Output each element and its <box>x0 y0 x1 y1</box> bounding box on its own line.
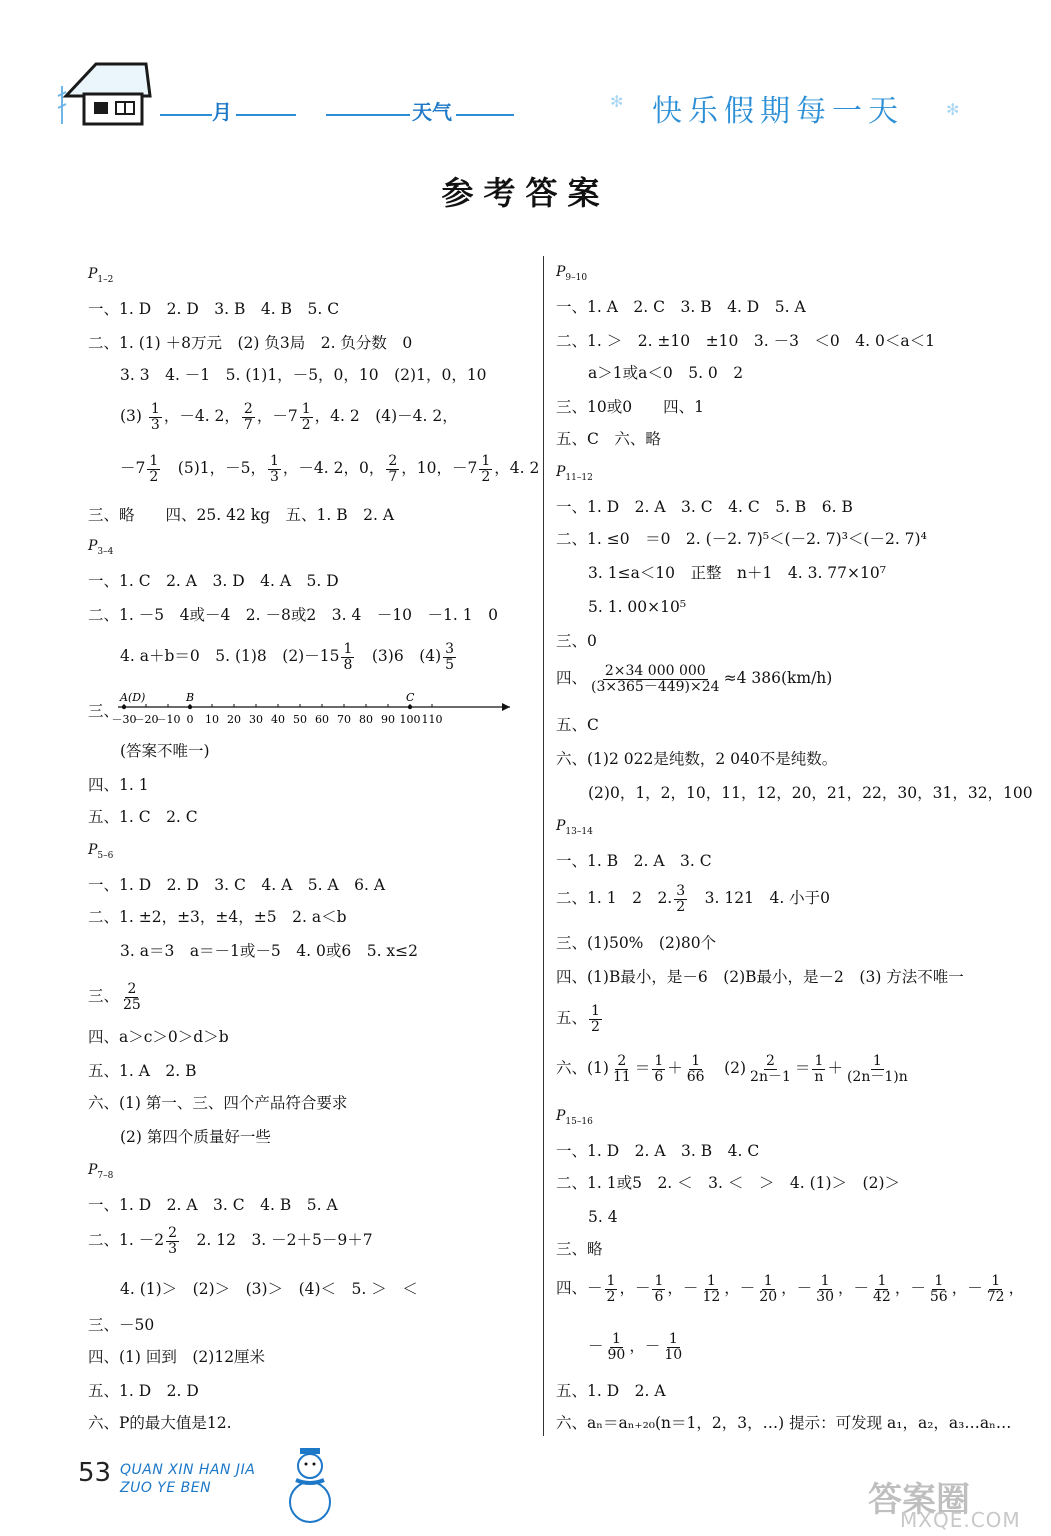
brand-line: ZUO YE BEN <box>120 1480 212 1496</box>
answer-line: 一、1. D 2. D 3. C 4. A 5. A 6. A <box>88 876 386 894</box>
answer-line: 一、1. D 2. D 3. B 4. B 5. C <box>88 300 340 318</box>
fraction: $\frac{2}{3}$ <box>168 1225 177 1257</box>
fraction: $\frac{1}{n}$ <box>814 1053 824 1085</box>
number-line <box>111 691 518 729</box>
comma: ， <box>951 1279 968 1298</box>
answer-line: 一、1. C 2. A 3. D 4. A 5. D <box>88 572 339 590</box>
page-header <box>0 0 1051 150</box>
page-title: 参考答案 <box>441 174 610 212</box>
minus-sign: － <box>634 1279 651 1298</box>
answer-line: 二、1. 1或5 2. ＜ 3. ＜ ＞ 4. (1)＞ (2)＞ <box>556 1174 900 1192</box>
answer-line: 二、1. (1) ＋8万元 (2) 负3局 2. 负分数 0 <box>88 334 413 352</box>
month-blank-right <box>236 114 296 116</box>
tick-label: 80 <box>359 713 373 726</box>
tick-label: 60 <box>315 713 329 726</box>
answer-line: 四、(1) 回到 (2)12厘米 <box>88 1348 266 1366</box>
fraction: $\frac{1}{3}$ <box>269 453 279 485</box>
answer-line: 六、P的最大值是12. <box>88 1414 232 1432</box>
arrow-icon <box>502 703 510 711</box>
fraction: $\frac{2}{2n-1}$ <box>750 1053 791 1085</box>
answer-line: 六、(1) $\frac{2}{11}$ ＝ $\frac{1}{6}$ ＋ $\frac{1}{66}$ (2) $\frac{2}{2n-1}$ ＝ $\frac{1}{n}$ ＋ $\frac{1}{(2n-1)n}$ <box>556 1053 908 1085</box>
month-blank <box>160 114 212 116</box>
fraction: $\frac{1}{20}$ <box>759 1273 778 1305</box>
answer-line: (2) 第四个质量好一些 <box>120 1128 271 1146</box>
answer-line: 四、－ $\frac{1}{2}$ ，－ $\frac{1}{6}$ ，－ $\frac{1}{12}$ ，－ $\frac{1}{20}$ ，－ $\frac{1}{30}$ ，－ $\frac{1}{42}$ ，－ $\frac{1}{56}$ ，－ $\frac{1}{72}$ ， <box>556 1273 1025 1305</box>
answer-line: 四、a＞c＞0＞d＞b <box>88 1028 229 1046</box>
fraction: $\frac{2\times 34 000 000}{(3\times 365-449)\times 24}$ <box>591 663 720 695</box>
tick-label: －20 <box>133 713 159 726</box>
comma: ， <box>837 1279 854 1298</box>
answer-line: 五、C 六、略 <box>556 430 661 448</box>
answer-line: 六、(1)2 022是纯数，2 040不是纯数。 <box>556 750 838 768</box>
fraction: $\frac{1}{30}$ <box>816 1273 834 1305</box>
point-label: A(D) <box>120 691 146 704</box>
answer-line: 三、 <box>88 702 120 720</box>
fraction: $\frac{2}{7}$ <box>388 453 398 485</box>
fraction: $\frac{2}{7}$ <box>243 401 253 433</box>
minus-sign: － <box>739 1279 756 1298</box>
answer-line: 3. a＝3 a＝－1或－5 4. 0或6 5. x≤2 <box>120 942 419 960</box>
answer-line: 六、aₙ＝aₙ₊₂₀(n＝1，2，3，…) 提示：可发现 a₁，a₂，a₃…aₙ… <box>556 1414 1012 1432</box>
answer-line: 二、1. －5 4或－4 2. －8或2 3. 4 －10 －1. 1 0 <box>88 606 498 624</box>
answer-line: 四、1. 1 <box>88 776 149 794</box>
number-line-point <box>122 705 126 709</box>
point-label: C <box>406 691 415 704</box>
fraction: $\frac{1}{12}$ <box>702 1273 721 1305</box>
slogan: 快乐假期每一天 <box>652 94 904 129</box>
fraction: $\frac{1}{2}$ <box>149 453 159 485</box>
answer-line: 5. 1. 00×10⁵ <box>588 598 687 616</box>
answer-line: 五、1. A 2. B <box>88 1062 197 1080</box>
answer-line: 五、1. D 2. A <box>556 1382 666 1400</box>
minus-sign: － <box>644 1337 661 1356</box>
answer-line: (2)0，1，2，10，11，12，20，21，22，30，31，32，100 <box>588 784 1033 802</box>
minus-sign: － <box>853 1279 870 1298</box>
answer-line: 二、1. ≤0 ＝0 2. (－2. 7)⁵＜(－2. 7)³＜(－2. 7)⁴ <box>556 530 927 548</box>
fraction: $\frac{2}{11}$ <box>612 1053 631 1085</box>
tick-label: －10 <box>155 713 181 726</box>
tick-label: 100 <box>399 713 421 726</box>
fraction: $\frac{1}{2}$ <box>606 1273 616 1305</box>
fraction: $\frac{3}{5}$ <box>445 641 455 673</box>
tick-label: 40 <box>271 713 285 726</box>
answer-line: (3) $\frac{1}{3}$ ，－4. 2， $\frac{2}{7}$ ，－7 $\frac{1}{2}$ ，4. 2 (4)－4. 2， <box>120 401 458 433</box>
brand-line: QUAN XIN HAN JIA <box>120 1462 256 1478</box>
answer-line: 二、1. 1 2 2. $\frac{3}{2}$ 3. 121 4. 小于0 <box>556 883 831 915</box>
minus-sign: － <box>967 1279 983 1298</box>
page-ref: $P_{11-12}$ <box>556 464 593 483</box>
page-ref: $P_{9-10}$ <box>556 264 588 283</box>
minus-sign: － <box>587 1279 603 1298</box>
answer-line: 六、(1) 第一、三、四个产品符合要求 <box>88 1094 348 1112</box>
answer-line: 二、1. ＞ 2. ±10 ±10 3. －3 ＜0 4. 0＜a＜1 <box>556 332 935 350</box>
tick-label: 90 <box>381 713 395 726</box>
month-label: 月 <box>212 100 232 124</box>
fraction: $\frac{1}{6}$ <box>654 1053 664 1085</box>
answer-line: 三、略 四、25. 42 kg 五、1. B 2. A <box>88 506 395 524</box>
tick-label: －30 <box>111 713 137 726</box>
fraction: $\frac{1}{42}$ <box>873 1273 891 1305</box>
fraction: $\frac{1}{56}$ <box>929 1273 948 1305</box>
snowman-icon <box>282 1440 338 1530</box>
fraction: $\frac{1}{3}$ <box>150 401 160 433</box>
fraction: $\frac{1}{2}$ <box>481 453 491 485</box>
weather-label: 天气 <box>412 100 452 124</box>
tick-label: 10 <box>205 713 219 726</box>
answer-line: 一、1. D 2. A 3. C 4. B 5. A <box>88 1196 338 1214</box>
answer-line: 二、1. －2 $\frac{2}{3}$ 2. 12 3. －2＋5－9＋7 <box>88 1225 373 1257</box>
minus-sign: － <box>796 1279 813 1298</box>
weather-blank-right <box>456 114 514 116</box>
fraction: $\frac{1}{2}$ <box>301 401 311 433</box>
answer-line: 4. (1)＞ (2)＞ (3)＞ (4)＜ 5. ＞ ＜ <box>120 1280 418 1298</box>
fraction: $\frac{1}{8}$ <box>343 641 353 673</box>
answer-line: 一、1. D 2. A 3. C 4. C 5. B 6. B <box>556 498 853 516</box>
fraction: $\frac{1}{72}$ <box>986 1273 1005 1305</box>
answer-line: 五、 $\frac{1}{2}$ <box>556 1003 600 1035</box>
answer-line: 一、1. D 2. A 3. B 4. C <box>556 1142 760 1160</box>
page-ref: $P_{7-8}$ <box>88 1162 114 1181</box>
answer-line: 三、10或0 四、1 <box>556 398 704 416</box>
answer-line: 五、1. C 2. C <box>88 808 198 826</box>
comma: ， <box>781 1279 797 1298</box>
answer-line: 一、1. A 2. C 3. B 4. D 5. A <box>556 298 806 316</box>
column-divider <box>543 256 544 1436</box>
answer-line: 3. 3 4. －1 5. (1)1，－5，0，10 (2)1，0，10 <box>120 366 487 384</box>
page-ref: $P_{5-6}$ <box>88 842 114 861</box>
answer-line: 五、C <box>556 716 599 734</box>
point-label: B <box>186 691 195 704</box>
comma: ， <box>667 1279 683 1298</box>
answer-line: 3. 1≤a＜10 正整 n＋1 4. 3. 77×10⁷ <box>588 564 886 582</box>
answer-line: 三、略 <box>556 1240 603 1258</box>
snowflake-icon: ✻ <box>946 100 960 119</box>
page-number: 53 <box>78 1458 112 1488</box>
tick-label: 50 <box>293 713 307 726</box>
tick-label: 30 <box>249 713 263 726</box>
comma: ， <box>894 1279 911 1298</box>
answer-line: 四、(1)B最小，是－6 (2)B最小，是－2 (3) 方法不唯一 <box>556 968 964 986</box>
answer-line: 4. a＋b＝0 5. (1)8 (2)－15 $\frac{1}{8}$ (3)6 (4) $\frac{3}{5}$ <box>120 641 455 673</box>
fraction: $\frac{2}{25}$ <box>123 981 141 1013</box>
page-ref: $P_{3-4}$ <box>88 538 114 557</box>
minus-sign: － <box>910 1279 926 1298</box>
answer-line <box>588 1332 686 1362</box>
page-ref: $P_{1-2}$ <box>88 266 114 285</box>
number-line-point <box>188 705 192 709</box>
page-ref: $P_{13-14}$ <box>556 818 593 837</box>
answer-line: 三、－50 <box>88 1316 155 1334</box>
answer-line: a＞1或a＜0 5. 0 2 <box>588 364 744 382</box>
page-ref: $P_{15-16}$ <box>556 1108 593 1127</box>
fraction: $\frac{1}{10}$ <box>664 1331 683 1363</box>
tick-label: 0 <box>186 713 194 726</box>
snow-house-icon <box>58 56 154 128</box>
answer-line: 三、(1)50% (2)80个 <box>556 934 717 952</box>
fraction: $\frac{3}{2}$ <box>676 883 686 915</box>
comma: ， <box>724 1279 740 1298</box>
answer-line: 5. 4 <box>588 1208 618 1226</box>
watermark: 答案圈 <box>868 1480 970 1520</box>
weather-blank <box>326 114 410 116</box>
fraction: $\frac{1}{(2n-1)n}$ <box>846 1053 908 1085</box>
answer-line: －7 $\frac{1}{2}$ (5)1，－5， $\frac{1}{3}$ ，－4. 2，0， $\frac{2}{7}$ ，10，－7 $\frac{1}{2}$ ，4. 2 <box>120 453 540 485</box>
answer-line: 五、1. D 2. D <box>88 1382 199 1400</box>
tick-label: 110 <box>421 713 443 726</box>
tick-label: 20 <box>227 713 241 726</box>
answer-line: 二、1. ±2，±3，±4，±5 2. a＜b <box>88 908 347 926</box>
answer-line: 三、 $\frac{2}{25}$ <box>88 981 141 1013</box>
fraction: $\frac{1}{66}$ <box>686 1053 705 1085</box>
number-line-point <box>408 705 412 709</box>
comma: ， <box>629 1337 645 1356</box>
fraction: $\frac{1}{90}$ <box>607 1331 626 1363</box>
minus-sign: － <box>588 1337 604 1356</box>
fraction: $\frac{1}{6}$ <box>654 1273 664 1305</box>
fraction: $\frac{1}{2}$ <box>591 1003 600 1035</box>
snowflake-icon: ✻ <box>610 92 624 111</box>
answer-line: (答案不唯一) <box>120 742 210 760</box>
comma: ， <box>619 1279 635 1298</box>
minus-sign: － <box>682 1279 699 1298</box>
answer-line: 四、 $\frac{2\times 34 000 000}{(3\times 365-449)\times 24}$ ≈4 386(km/h) <box>556 663 833 695</box>
comma: ， <box>1008 1279 1025 1298</box>
watermark-url: MXQE.COM <box>900 1508 1021 1532</box>
tick-label: 70 <box>337 713 351 726</box>
answer-line: 三、0 <box>556 632 597 650</box>
answer-line: 一、1. B 2. A 3. C <box>556 852 712 870</box>
